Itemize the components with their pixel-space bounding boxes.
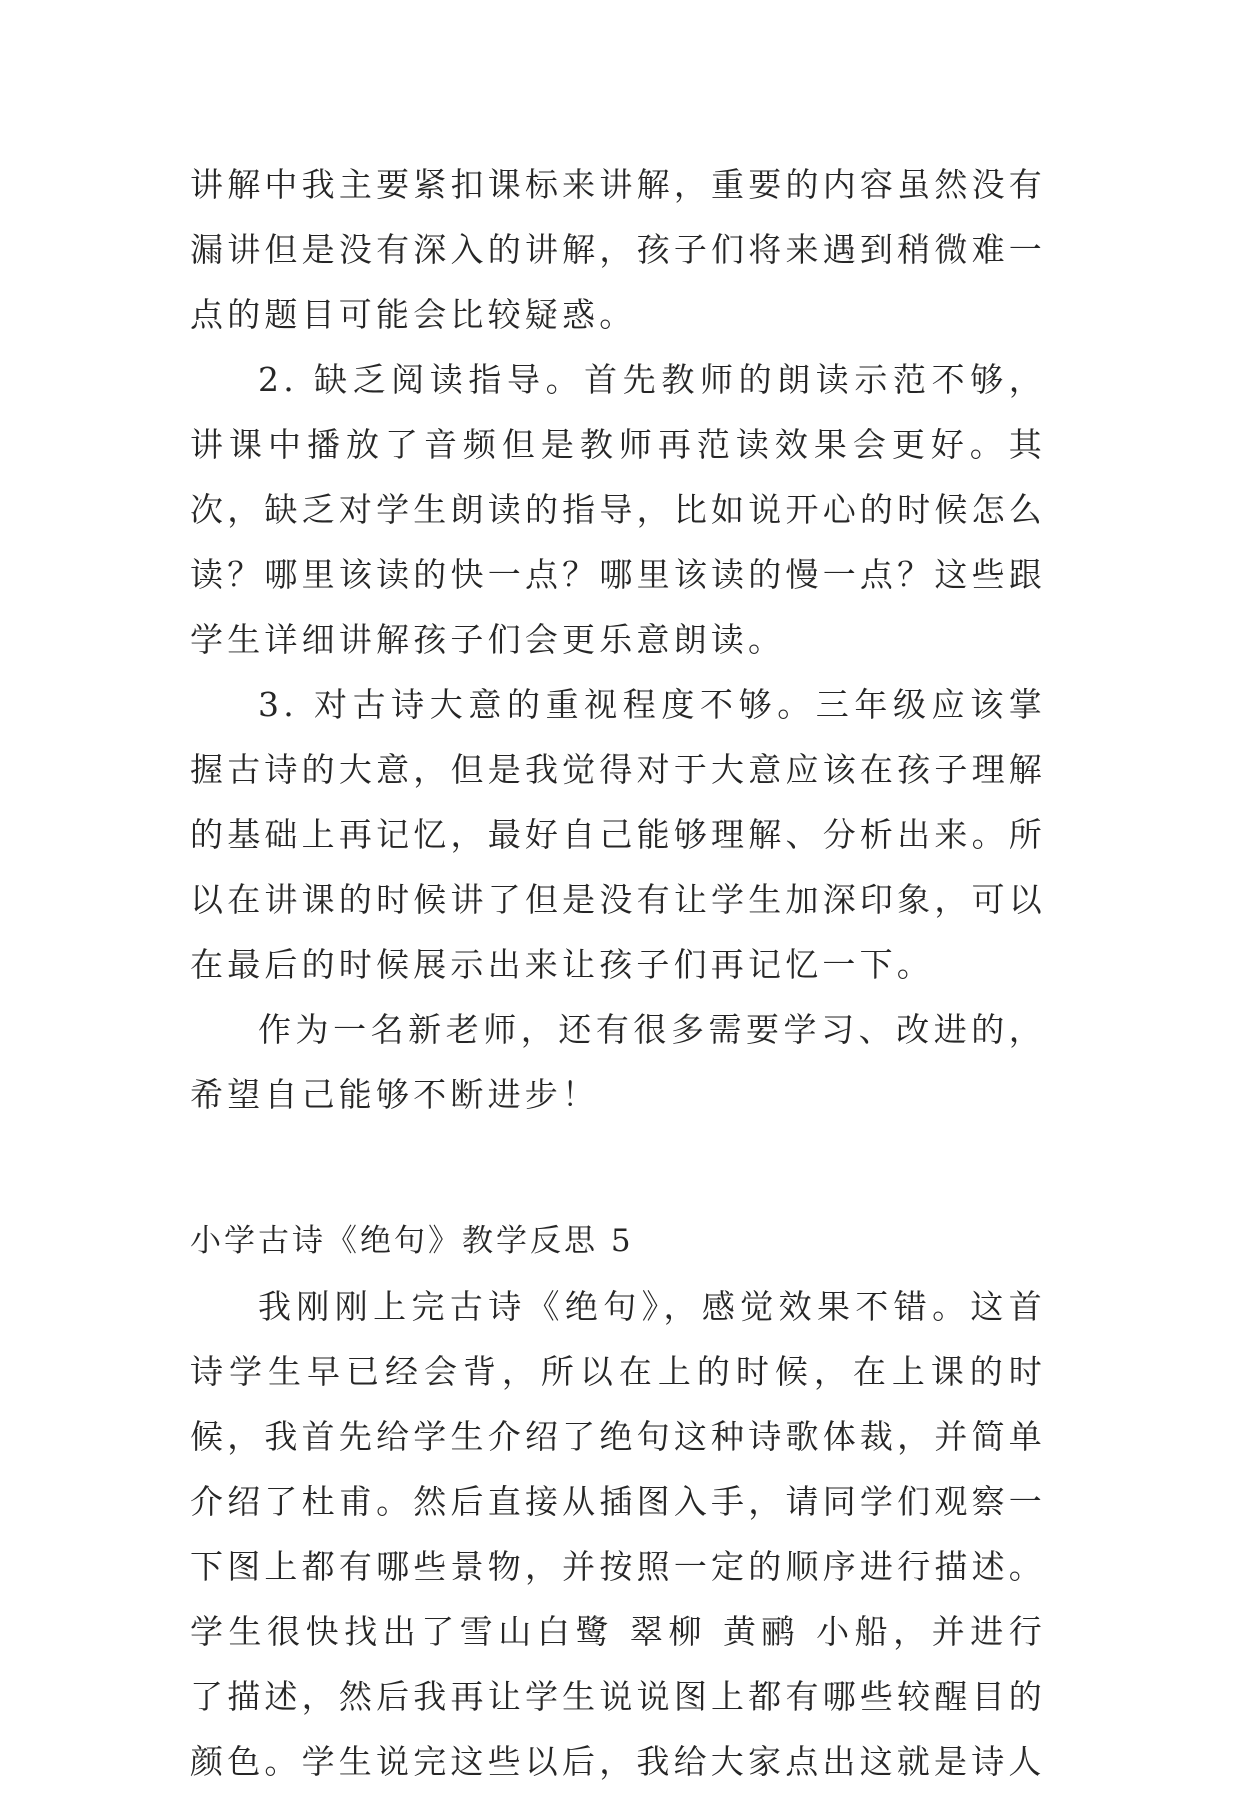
paragraph-section-body: 我刚刚上完古诗《绝句》，感觉效果不错。这首诗学生早已经会背，所以在上的时候，在上课的时候，我首先给学生介绍了绝句这种诗歌体裁，并简单介绍了杜甫。然后直接从插图入手，请同学们观察一下图上都有哪些景物，并按照一定的顺序进行描述。学生很快找出了雪山白鹭 翠柳 黄鹂 小船，并进行了描述，然后我再让学生说说图上都有哪些较醒目的颜色。学生说完这些以后，我给大家点出这就是诗人: [190, 1287, 1046, 1781]
paragraph-point-3: 3. 对古诗大意的重视程度不够。三年级应该掌握古诗的大意，但是我觉得对于大意应该在孩子理解的基础上再记忆，最好自己能够理解、分析出来。所以在讲课的时候讲了但是没有让学生加深印象，可以在最后的时候展示出来让孩子们再记忆一下。: [190, 685, 1046, 984]
section-title: 小学古诗《绝句》教学反思 5: [190, 1223, 634, 1259]
paragraph-continuation: 讲解中我主要紧扣课标来讲解，重要的内容虽然没有漏讲但是没有深入的讲解，孩子们将来遇到稍微难一点的题目可能会比较疑惑。: [190, 165, 1046, 334]
paragraph-point-2: 2. 缺乏阅读指导。首先教师的朗读示范不够，讲课中播放了音频但是教师再范读效果会更好。其次，缺乏对学生朗读的指导，比如说开心的时候怎么读？哪里该读的快一点？哪里该读的慢一点？这些跟学生详细讲解孩子们会更乐意朗读。: [190, 360, 1046, 659]
section-spacer: [190, 1127, 1046, 1209]
document-body: [190, 152, 1046, 1794]
paragraph-closing: 作为一名新老师，还有很多需要学习、改进的，希望自己能够不断进步！: [190, 1010, 1046, 1114]
